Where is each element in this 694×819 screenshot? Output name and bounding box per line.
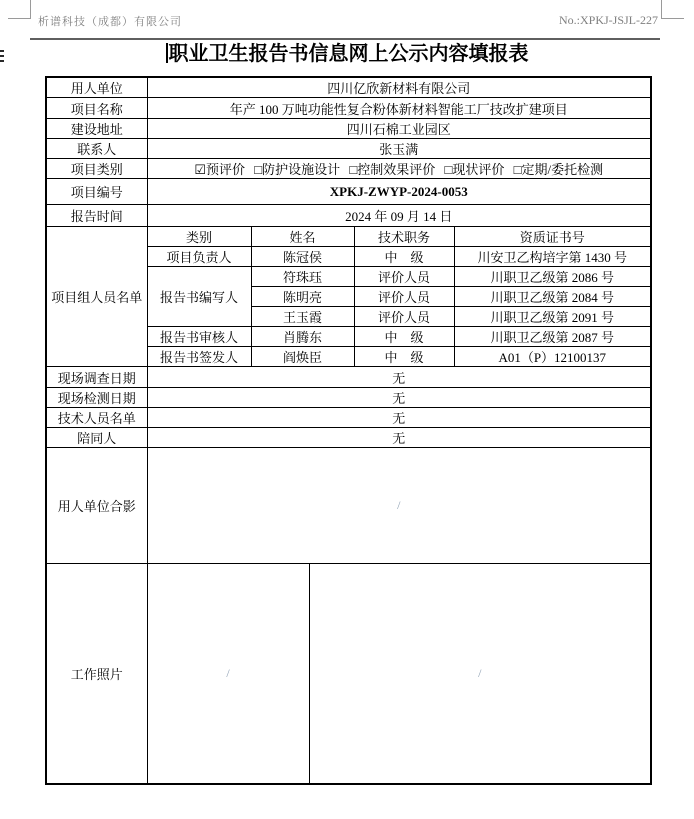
- group-photo-placeholder[interactable]: /: [147, 448, 651, 564]
- row-test-date: [46, 388, 651, 408]
- label-test-date: 现场检测日期: [46, 388, 147, 408]
- checkbox-pre-evaluation[interactable]: ☑预评价: [194, 162, 246, 177]
- row-address: [46, 119, 651, 139]
- label-address: 建设地址: [46, 119, 147, 139]
- row-contact: [46, 139, 651, 159]
- team-title: 中 级: [354, 327, 454, 347]
- team-cert: A01（P）12100137: [454, 347, 651, 367]
- value-project-name[interactable]: 年产 100 万吨功能性复合粉体新材料智能工厂技改扩建项目: [147, 98, 651, 119]
- value-project-category: [147, 159, 651, 179]
- team-category: 报告书审核人: [147, 327, 251, 347]
- crop-mark-top-left: [8, 0, 31, 19]
- row-employer: [46, 77, 651, 98]
- team-cert: 川安卫乙构培字第 1430 号: [454, 247, 651, 267]
- label-accompanying: 陪同人: [46, 428, 147, 448]
- checkbox-periodic-entrusted-testing[interactable]: □定期/委托检测: [513, 162, 604, 177]
- label-employer: 用人单位: [46, 77, 147, 98]
- team-category: 报告书签发人: [147, 347, 251, 367]
- row-accompanying: [46, 428, 651, 448]
- label-contact: 联系人: [46, 139, 147, 159]
- text-cursor-icon: [166, 43, 168, 63]
- row-survey-date: [46, 367, 651, 388]
- team-name[interactable]: 肖腾东: [251, 327, 354, 347]
- row-report-date: [46, 205, 651, 227]
- value-test-date[interactable]: 无: [147, 388, 651, 408]
- label-project-number: 项目编号: [46, 179, 147, 205]
- team-title: 中 级: [354, 247, 454, 267]
- label-project-name: 项目名称: [46, 98, 147, 119]
- row-work-photos: [46, 564, 651, 785]
- header-rule: [30, 38, 660, 40]
- label-report-date: 报告时间: [46, 205, 147, 227]
- checkbox-status-evaluation[interactable]: □现状评价: [444, 162, 505, 177]
- team-header-row: [46, 227, 651, 247]
- label-group-photo: 用人单位合影: [46, 448, 147, 564]
- team-cert: 川职卫乙级第 2091 号: [454, 307, 651, 327]
- row-group-photo: [46, 448, 651, 564]
- label-team: 项目组人员名单: [46, 227, 147, 367]
- crop-mark-top-right: [661, 0, 684, 19]
- team-cert: 川职卫乙级第 2087 号: [454, 327, 651, 347]
- page-title[interactable]: [0, 42, 694, 66]
- team-title: 评价人员: [354, 287, 454, 307]
- team-name[interactable]: 符珠珏: [251, 267, 354, 287]
- work-photo-placeholder-2[interactable]: /: [309, 564, 651, 785]
- checkbox-protective-facility-design[interactable]: □防护设施设计: [254, 162, 341, 177]
- col-header-category: 类别: [147, 227, 251, 247]
- col-header-name: 姓名: [251, 227, 354, 247]
- row-project-category: [46, 159, 651, 179]
- team-cert: 川职卫乙级第 2086 号: [454, 267, 651, 287]
- row-tech-staff: [46, 408, 651, 428]
- team-category: 报告书编写人: [147, 267, 251, 327]
- value-survey-date[interactable]: 无: [147, 367, 651, 388]
- header-document-number: No.:XPKJ-JSJL-227: [558, 13, 658, 27]
- form-table: [45, 76, 652, 785]
- label-tech-staff: 技术人员名单: [46, 408, 147, 428]
- team-name[interactable]: 陈明亮: [251, 287, 354, 307]
- work-photo-placeholder-1[interactable]: /: [147, 564, 309, 785]
- row-project-name: [46, 98, 651, 119]
- label-survey-date: 现场调查日期: [46, 367, 147, 388]
- value-employer[interactable]: 四川亿欣新材料有限公司: [147, 77, 651, 98]
- col-header-title: 技术职务: [354, 227, 454, 247]
- value-address[interactable]: 四川石棉工业园区: [147, 119, 651, 139]
- col-header-cert: 资质证书号: [454, 227, 651, 247]
- page-title-text: 职业卫生报告书信息网上公示内容填报表: [168, 43, 529, 65]
- team-name[interactable]: 王玉霞: [251, 307, 354, 327]
- value-project-number[interactable]: XPKJ-ZWYP-2024-0053: [147, 179, 651, 205]
- team-category: 项目负责人: [147, 247, 251, 267]
- team-name[interactable]: 阎焕臣: [251, 347, 354, 367]
- value-report-date[interactable]: 2024 年 09 月 14 日: [147, 205, 651, 227]
- checkbox-control-effect-evaluation[interactable]: □控制效果评价: [349, 162, 436, 177]
- team-title: 中 级: [354, 347, 454, 367]
- value-accompanying[interactable]: 无: [147, 428, 651, 448]
- team-title: 评价人员: [354, 267, 454, 287]
- label-work-photos: 工作照片: [46, 564, 147, 785]
- team-name[interactable]: 陈冠侯: [251, 247, 354, 267]
- team-cert: 川职卫乙级第 2084 号: [454, 287, 651, 307]
- header-company-name: 析谱科技（成都）有限公司: [38, 16, 182, 28]
- row-project-number: [46, 179, 651, 205]
- value-tech-staff[interactable]: 无: [147, 408, 651, 428]
- label-project-category: 项目类别: [46, 159, 147, 179]
- team-title: 评价人员: [354, 307, 454, 327]
- value-contact[interactable]: 张玉满: [147, 139, 651, 159]
